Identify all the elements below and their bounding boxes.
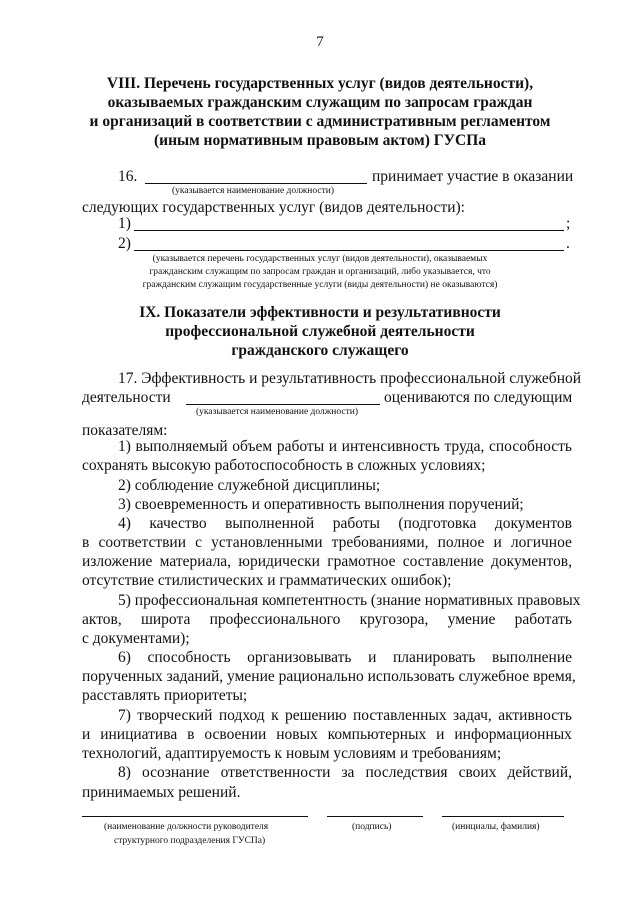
service-item-2-end: . [566, 235, 570, 252]
section8-heading-line: и организаций в соответствии с административным регламентом [89, 113, 551, 130]
p17-caption: (указывается наименование должности) [196, 407, 358, 417]
indicator-line [118, 707, 572, 725]
indicator-word: организовывать [247, 649, 352, 666]
p17-tail: оцениваются по следующим [384, 389, 573, 406]
p17-line1: 17. Эффективность и результативность профессиональной служебной [118, 370, 582, 387]
signature-sign-caption: (подпись) [352, 822, 392, 832]
indicator-word: установленными [211, 534, 323, 551]
indicator-word: грамотное [327, 553, 396, 570]
indicator-line [118, 649, 572, 667]
indicator-word: изложение [82, 553, 153, 570]
indicator-word: юридически [238, 553, 320, 570]
indicator-word: документов [494, 515, 572, 532]
indicator-word: способность [147, 649, 231, 666]
indicator-line: отсутствие стилистических и грамматических ошибок); [82, 572, 452, 589]
indicator-word: выполненной [225, 515, 315, 532]
service-item-1-end: ; [566, 215, 571, 232]
p17-word: деятельности [82, 389, 171, 406]
indicator-word: активность [498, 707, 572, 724]
indicator-word: планировать [392, 649, 476, 666]
indicator-line: сохранять высокую работоспособность в сложных условиях; [82, 457, 486, 474]
signature-name-caption: (инициалы, фамилия) [452, 822, 540, 832]
indicator-word: материала, [159, 553, 232, 570]
indicator-word: творческий [137, 707, 213, 724]
indicator-line: 2) соблюдение служебной дисциплины; [118, 477, 381, 494]
indicator-word: документов, [491, 553, 572, 570]
indicator-word: подход [218, 707, 265, 724]
section8-heading-line: (иным нормативным правовым актом) ГУСПа [153, 132, 487, 149]
indicator-line [82, 553, 572, 571]
indicator-word: осознание [141, 764, 210, 781]
p17-position-blank [186, 404, 380, 405]
indicator-word: за [341, 764, 355, 781]
signature-position-caption: (наименование должности руководителя [104, 822, 269, 832]
indicator-word: поставленных [352, 707, 447, 724]
service-item-1-label: 1) [118, 215, 131, 232]
indicator-word: к [271, 707, 279, 724]
page-number: 7 [316, 34, 324, 50]
indicator-word: в [187, 726, 195, 743]
indicator-word: последствия [365, 764, 448, 781]
service-item-1-blank [134, 230, 564, 231]
indicator-word: требованиями, [331, 534, 429, 551]
indicator-line: 5) профессиональная компетентность (знание нормативных правовых [118, 592, 581, 609]
indicator-word: новых [276, 726, 318, 743]
p16-tail: принимает участие в оказании [372, 168, 574, 185]
indicator-word: составление [402, 553, 484, 570]
indicator-word: умение [447, 611, 496, 628]
indicator-word: действий, [507, 764, 572, 781]
p17-line3: показателям: [82, 422, 168, 439]
signature-sign-line [327, 816, 423, 817]
indicator-word: кругозора, [359, 611, 429, 628]
indicator-word: 4) [118, 515, 131, 532]
indicator-word: ответственности [220, 764, 331, 781]
indicator-word: широта [140, 611, 191, 628]
service-item-2-label: 2) [118, 235, 131, 252]
indicator-line [82, 534, 572, 552]
indicator-word: 6) [118, 649, 131, 666]
indicator-word: освоении [204, 726, 267, 743]
indicator-line [82, 611, 572, 629]
indicator-line: 1) выполняемый объем работы и интенсивность труда, способность [118, 438, 572, 455]
indicator-word: и [82, 726, 91, 743]
indicator-word: 7) [118, 707, 131, 724]
indicator-word: и [368, 649, 377, 666]
indicator-word: инициатива [100, 726, 178, 743]
section8-heading-line: VIII. Перечень государственных услуг (видов деятельности), [106, 75, 534, 92]
indicator-line: технологий, адаптируемость к новым условиям и требованиям; [82, 745, 502, 762]
indicator-line [118, 515, 572, 533]
indicator-word: с [195, 534, 203, 551]
indicator-line: с документами); [82, 630, 190, 647]
signature-name-line [442, 816, 564, 817]
p16-caption: (указывается наименование должности) [172, 186, 334, 196]
service-item-2-blank [134, 250, 564, 251]
indicator-line [82, 726, 572, 744]
signature-position-line [82, 816, 308, 817]
section9-heading-line: гражданского служащего [231, 342, 409, 359]
indicator-word: (подготовка [398, 515, 477, 532]
indicator-word: профессионального [209, 611, 341, 628]
indicator-word: и [493, 534, 502, 551]
indicator-word: 8) [118, 764, 131, 781]
indicator-word: соответствии [98, 534, 187, 551]
indicator-word: и [436, 726, 445, 743]
indicator-word: работы [332, 515, 380, 532]
section9-heading-line: профессиональной служебной деятельности [165, 323, 475, 340]
services-caption-line: гражданским служащим по запросам граждан и организаций, либо указывается, что [149, 267, 491, 277]
indicator-word: в [82, 534, 90, 551]
indicator-word: компьютерных [327, 726, 427, 743]
services-caption-line: (указывается перечень государственных услуг (видов деятельности), оказываемых [152, 254, 488, 264]
indicator-word: работать [514, 611, 572, 628]
indicator-word: актов, [82, 611, 122, 628]
signature-position-caption: структурного подразделения ГУСПа) [114, 836, 266, 846]
indicator-word: логичное [510, 534, 572, 551]
p16-number: 16. [118, 168, 138, 185]
indicator-line: принимаемых решений. [82, 784, 241, 801]
p16-position-blank [145, 183, 367, 184]
section8-heading-line: оказываемых гражданским служащим по запросам граждан [107, 94, 533, 111]
indicator-word: информационных [454, 726, 572, 743]
indicator-word: полное [437, 534, 485, 551]
section9-heading-line: IX. Показатели эффективности и результативности [139, 304, 501, 321]
services-caption-line: гражданским служащим государственные услуги (виды деятельности) не оказываются) [142, 280, 498, 290]
indicator-line: расставлять приоритеты; [82, 687, 248, 704]
indicator-word: своих [458, 764, 497, 781]
indicator-word: выполнение [492, 649, 572, 666]
indicator-word: задач, [452, 707, 492, 724]
indicator-word: качество [149, 515, 207, 532]
indicator-line: 3) своевременность и оперативность выполнения поручений; [118, 496, 524, 513]
p16-line2: следующих государственных услуг (видов деятельности): [82, 199, 465, 216]
indicator-line: порученных заданий, умение рационально использовать служебное время, [82, 668, 576, 685]
indicator-word: решению [284, 707, 347, 724]
indicator-line [118, 764, 572, 782]
